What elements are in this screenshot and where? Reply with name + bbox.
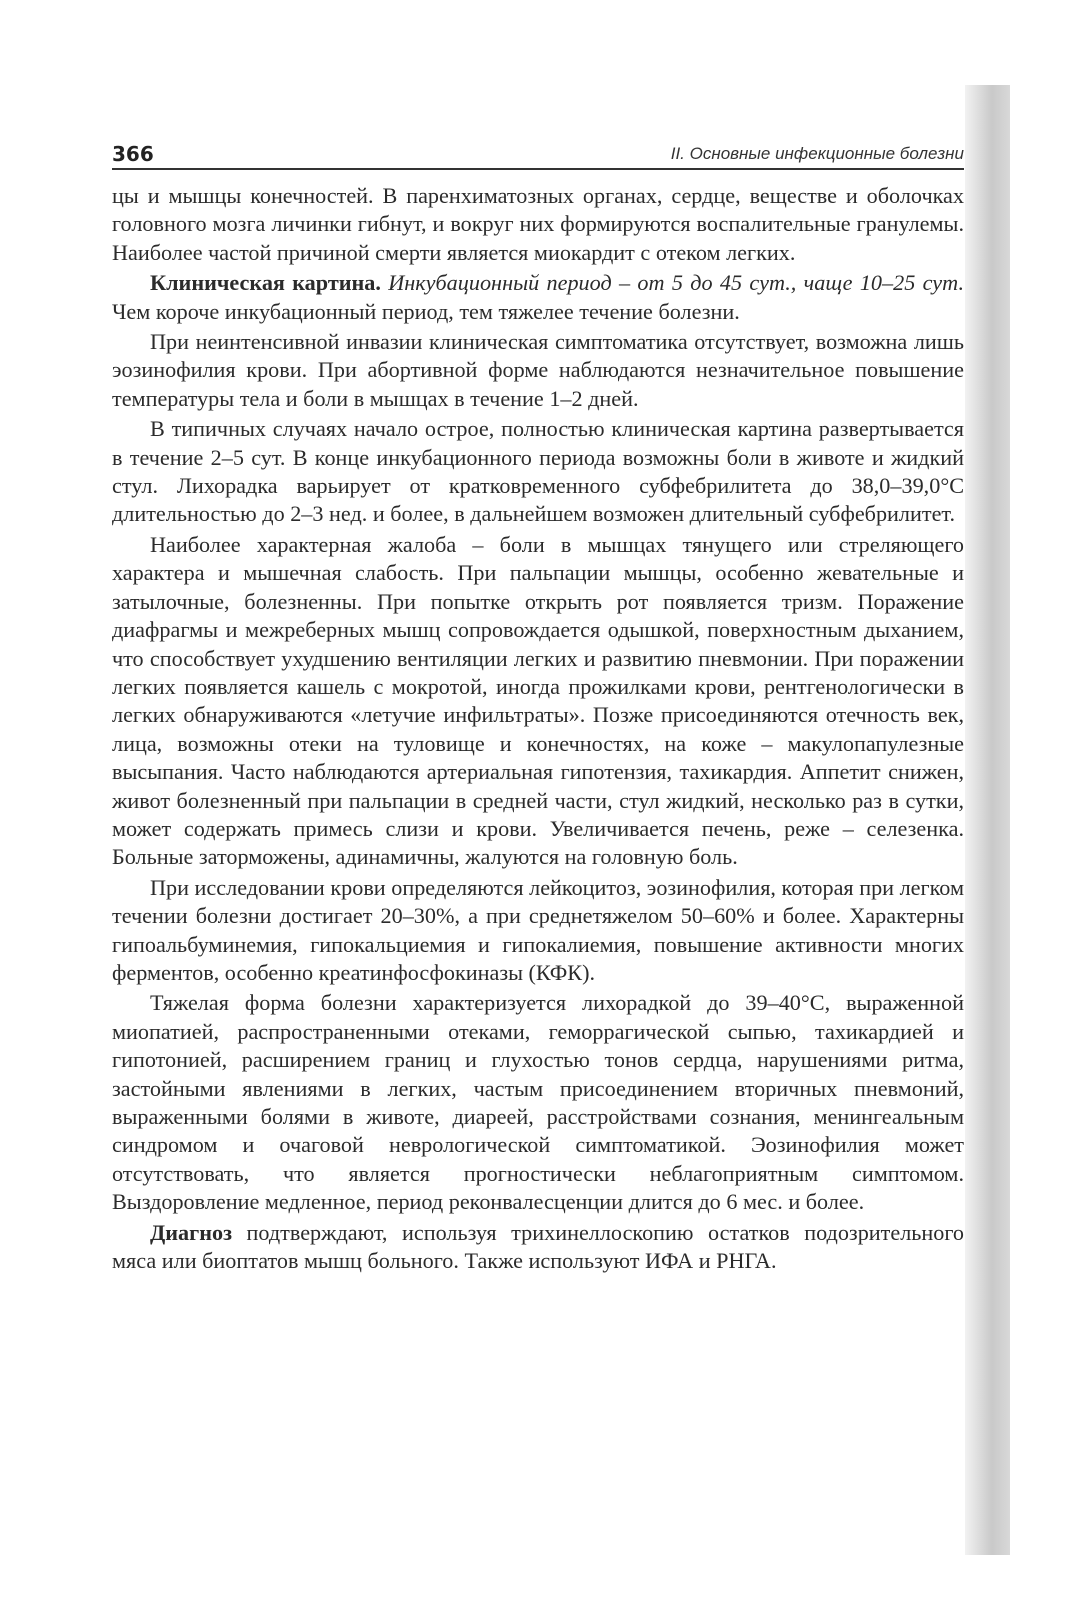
page-edge-shadow [965,85,1010,1555]
heading-clinical-picture: Клиническая картина. [150,270,381,296]
running-head: II. Основные инфекционные болезни [670,144,964,163]
paragraph: Наиболее характерная жалоба – боли в мышцах тянущего или стреляющего характера и мышечная слабость. При пальпации мышцы, особенно жевательные и затылочные, болезненны. При попытке открыть рот появляется тризм. Поражение диафрагмы и межреберных мышц сопровождается одышкой, поверхностным дыханием, что способствует ухудшению вентиляции легких и развитию пневмонии. При поражении легких появляется кашель с мокротой, иногда прожилками крови, рентгенологически в легких обнаруживаются «летучие инфильтраты». Позже присоединяются отечность век, лица, возможны отеки на туловище и конечностях, на коже – макулопапулезные высыпания. Часто наблюдаются артериальная гипотензия, тахикардия. Аппетит снижен, живот болезненный при пальпации в средней части, стул жидкий, несколько раз в сутки, может содержать примесь слизи и крови. Увеличивается печень, реже – селезенка. Больные заторможены, адинамичны, жалуются на головную боль. [112,531,964,870]
paragraph: Тяжелая форма болезни характеризуется лихорадкой до 39–40°С, выраженной миопатией, распространенными отеками, геморрагической сыпью, тахикардией и гипотонией, расширением границ и глухостью тонов сердца, нарушениями ритма, застойными явлениями в легких, частым присоединением вторичных пневмоний, выраженными болями в животе, диареей, расстройствами сознания, менингеальным синдромом и очаговой неврологической симптоматикой. Эозинофилия может отсутствовать, что является прогностически неблагоприятным симптомом. Выздоровление медленное, период реконвалесценции длится до 6 мес. и более. [112,990,964,1215]
page-header [112,142,964,170]
incubation-period: Инкубационный период – от 5 до 45 сут., чаще 10–25 сут. [388,270,964,296]
paragraph-diagnosis: Диагноз подтверждают, используя трихинеллоскопию остатков подозрительного мяса или биоптатов мышц больного. Также используют ИФА и РНГА. [112,1219,964,1274]
paragraph: При неинтенсивной инвазии клиническая симптоматика отсутствует, возможна лишь эозинофилия крови. При абортивной форме наблюдаются незначительное повышение температуры тела и боли в мышцах в течение 1–2 дней. [112,329,964,411]
paragraph: При исследовании крови определяются лейкоцитоз, эозинофилия, которая при легком течении болезни достигает 20–30%, а при среднетяжелом 50–60% и более. Характерны гипоальбуминемия, гипокальциемия и гипокалиемия, повышение активности многих ферментов, особенно креатинфосфокиназы (КФК). [112,874,964,985]
page-number: 366 [112,142,154,166]
header-rule [112,168,964,170]
paragraph: В типичных случаях начало острое, полностью клиническая картина развертывается в течение 2–5 сут. В конце инкубационного периода возможны боли в животе и жидкий стул. Лихорадка варьирует от кратковременного субфебрилитета до 38,0–39,0°С длительностью до 2–3 нед. и более, в дальнейшем возможен длительный субфебрилитет. [112,416,964,527]
paragraph-clinical-picture: Клиническая картина. Инкубационный период – от 5 до 45 сут., чаще 10–25 сут. Чем короче инкубационный период, тем тяжелее течение болезни. [112,270,964,324]
heading-diagnosis: Диагноз [150,1219,233,1245]
paragraph: цы и мышцы конечностей. В паренхиматозных органах, сердце, веществе и оболочках головного мозга личинки гибнут, и вокруг них формируются воспалительные гранулемы. Наиболее частой причиной смерти является миокардит с отеком легких. [112,183,964,265]
body-text [112,182,964,1275]
